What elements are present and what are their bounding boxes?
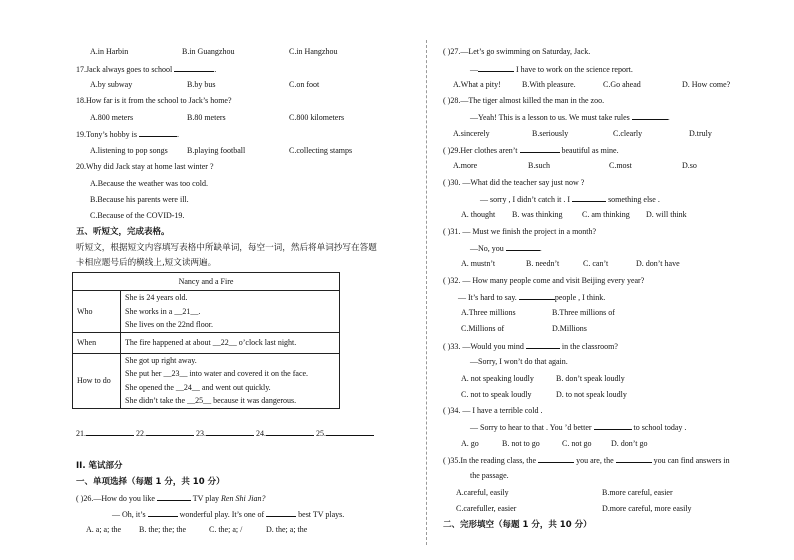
q26-option-d: D. the; a; the (266, 525, 308, 534)
section5-instruction-line2: 卡相应题号后的横线上,短文读两遍。 (76, 258, 217, 268)
q29-question: ( )29.Her clothes aren’t beautiful as mine. (443, 146, 619, 155)
q20-question: 20.Why did Jack stay at home last winter ? (76, 162, 214, 171)
section1-heading: 一、单项选择（每题 1 分，共 10 分） (76, 477, 225, 487)
q19-option-b: B.playing football (187, 146, 246, 155)
q33-option-b: B. don’t speak loudly (556, 374, 625, 383)
q30-option-c: C. am thinking (582, 210, 630, 219)
q31-option-b: B. needn’t (526, 259, 560, 268)
q34-option-c: C. not go (562, 439, 592, 448)
q27-answer: — I have to work on the science report. (470, 65, 633, 74)
answer-label-21: 21. (76, 429, 86, 438)
answer-blank-25[interactable] (326, 428, 374, 436)
table-line: She works in a __21__. (125, 306, 201, 316)
section2-heading: 二、完形填空（每题 1 分，共 10 分） (443, 520, 592, 530)
nancy-fire-table (72, 272, 340, 409)
q29-option-b: B.such (528, 161, 550, 170)
q32-option-a: A.Three millions (461, 308, 516, 317)
q30-option-d: D. will think (646, 210, 687, 219)
table-line: She lives on the 22nd floor. (125, 320, 213, 329)
q26-answer: — Oh, it’s wonderful play. It’s one of best TV plays. (112, 510, 345, 519)
q34-option-d: D. don’t go (611, 439, 648, 448)
q32-question: ( )32. — How many people come and visit Beijing every year? (443, 276, 645, 285)
section5-heading: 五、听短文，完成表格。 (76, 227, 170, 237)
table-line: The fire happened at about __22__ o’clock last night. (125, 337, 297, 347)
q32-option-c: C.Millions of (461, 324, 505, 333)
answer-blank-22[interactable] (146, 428, 194, 436)
section5-instruction-line1: 听短文，根据短文内容填写表格中所缺单词，每空一词，然后将单词抄写在答题 (76, 243, 377, 253)
q27-option-c: C.Go ahead (603, 80, 641, 89)
table-row-who (121, 291, 340, 333)
answer-blank-21[interactable] (86, 428, 134, 436)
table-title: Nancy and a Fire (73, 273, 340, 291)
q19-option-c: C.collecting stamps (289, 146, 353, 155)
q20-option-b: B.Because his parents were ill. (90, 195, 189, 204)
q30-question: ( )30. —What did the teacher say just now ? (443, 178, 585, 187)
q33-option-c: C. not to speak loudly (461, 390, 532, 399)
q29-option-d: D.so (682, 161, 697, 170)
q30-option-a: A. thought (461, 210, 496, 219)
q20-option-c: C.Because of the COVID-19. (90, 211, 185, 220)
q18-question: 18.How far is it from the school to Jack’s home? (76, 96, 232, 105)
q17-option-c: C.on foot (289, 80, 320, 89)
q16-option-a: A.in Harbin (90, 47, 129, 56)
column-divider (426, 40, 427, 545)
q33-option-a: A. not speaking loudly (461, 374, 534, 383)
q26-question: ( )26.—How do you like TV play Ren Shi Jian? (76, 494, 266, 503)
q32-answer: — It’s hard to say. people , I think. (458, 293, 606, 302)
q33-answer: —Sorry, I won’t do that again. (470, 357, 568, 366)
q34-question: ( )34. — I have a terrible cold . (443, 406, 543, 415)
q28-option-d: D.truly (689, 129, 712, 138)
table-line: She is 24 years old. (125, 293, 188, 302)
table-line: She put her __23__ into water and covered it on the face. (125, 369, 309, 378)
table-row-how (121, 353, 340, 408)
q27-option-b: B.With pleasure. (522, 80, 576, 89)
table-line: She didn’t take the __25__ because it was dangerous. (125, 396, 297, 405)
q35-question: ( )35.In the reading class, the you are, the you can find answers in (443, 456, 730, 465)
q17-option-b: B.by bus (187, 80, 216, 89)
q26-option-b: B. the; the; the (139, 525, 187, 534)
q30-option-b: B. was thinking (512, 210, 563, 219)
table-line: She got up right away. (125, 355, 197, 365)
table-row-label-how: How to do (73, 353, 121, 408)
q28-option-a: A.sincerely (453, 129, 490, 138)
q26-option-a: A. a; a; the (86, 525, 122, 534)
q35-option-b: B.more careful, easier (602, 488, 673, 497)
q34-option-a: A. go (461, 439, 479, 448)
answer-blank-23[interactable] (206, 428, 254, 436)
q31-answer: —No, you . (470, 244, 542, 253)
q35-option-d: D.more careful, more easily (602, 504, 692, 513)
q35-question-cont: the passage. (470, 471, 509, 480)
q31-option-c: C. can’t (583, 259, 609, 268)
answer-blank-24[interactable] (266, 428, 314, 436)
q17-option-a: A.by subway (90, 80, 133, 89)
q27-option-a: A.What a pity! (453, 80, 501, 89)
q35-option-a: A.careful, easily (456, 488, 509, 497)
q18-option-c: C.800 kilometers (289, 113, 345, 122)
q34-answer: — Sorry to hear to that . You ’d better to school today . (470, 423, 687, 432)
q18-option-b: B.80 meters (187, 113, 226, 122)
q17-question: 17.Jack always goes to school . (76, 65, 217, 74)
q19-option-a: A.listening to pop songs (90, 146, 168, 155)
table-row-when (121, 332, 340, 353)
q20-option-a: A.Because the weather was too cold. (90, 179, 208, 188)
q31-option-a: A. mustn’t (461, 259, 496, 268)
q29-option-c: C.most (609, 161, 632, 170)
q31-question: ( )31. — Must we finish the project in a month? (443, 227, 597, 236)
q32-option-b: B.Three millions of (552, 308, 615, 317)
answer-label-23: 23. (196, 429, 206, 438)
q26-option-c: C. the; a; / (209, 525, 243, 534)
q33-question: ( )33. —Would you mind in the classroom? (443, 342, 618, 351)
q28-option-b: B.seriously (532, 129, 569, 138)
q30-answer: — sorry , I didn’t catch it . I something else . (480, 195, 660, 204)
answer-blanks-row (76, 428, 374, 439)
q28-question: ( )28.—The tiger almost killed the man in the zoo. (443, 96, 605, 105)
q33-option-d: D. to not speak loudly (556, 390, 627, 399)
q28-answer: —Yeah! This is a lesson to us. We must take rules . (470, 113, 670, 122)
q27-option-d: D. How come? (682, 80, 731, 89)
q27-question: ( )27.—Let’s go swimming on Saturday, Jack. (443, 47, 591, 56)
q29-option-a: A.more (453, 161, 478, 170)
answer-label-25: 25. (316, 429, 326, 438)
answer-label-24: 24. (256, 429, 266, 438)
q31-option-d: D. don’t have (636, 259, 680, 268)
q35-option-c: C.carefuller, easier (456, 504, 517, 513)
part2-heading: II. 笔试部分 (76, 461, 123, 471)
q16-option-b: B.in Guangzhou (182, 47, 235, 56)
q18-option-a: A.800 meters (90, 113, 134, 122)
table-line: She opened the __24__ and went out quickly. (125, 382, 271, 392)
table-row-label-who: Who (73, 291, 121, 333)
table-row-label-when: When (73, 332, 121, 353)
q16-option-c: C.in Hangzhou (289, 47, 338, 56)
q32-option-d: D.Millions (552, 324, 587, 333)
q28-option-c: C.clearly (613, 129, 643, 138)
answer-label-22: 22. (136, 429, 146, 438)
q34-option-b: B. not to go (502, 439, 540, 448)
q19-question: 19.Tony’s hobby is . (76, 130, 179, 139)
